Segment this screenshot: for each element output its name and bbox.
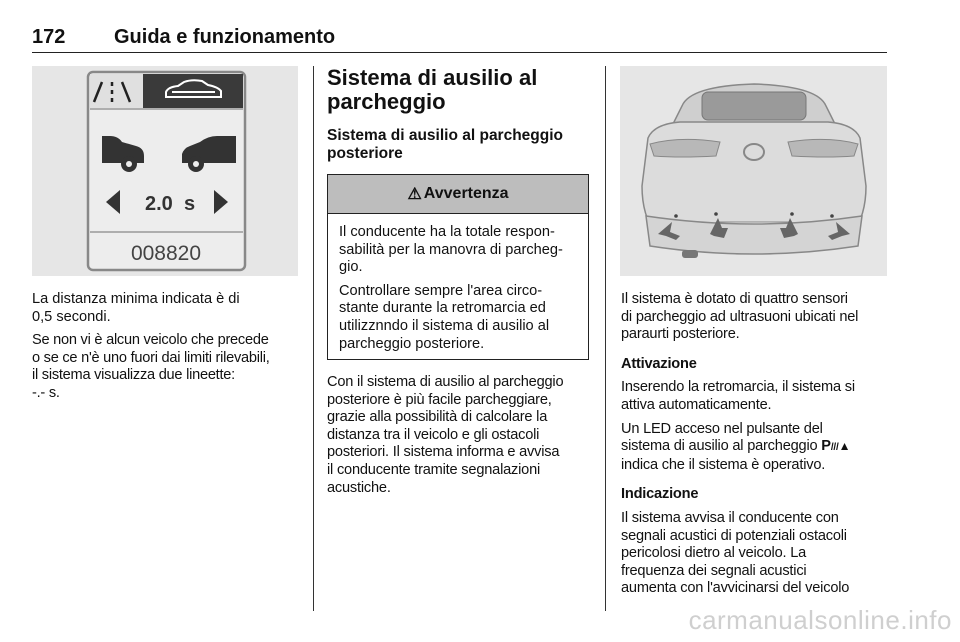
park-assist-symbol-icon: P///▲ [821, 438, 851, 455]
no-vehicle-paragraph: Se non vi è alcun veicolo che precede o se ce n'è uno fuori dai limiti rilevabili, il sistema visualizza due lineette: -.- s. [32, 332, 270, 401]
warning-triangle-icon: ⚠ [407, 186, 422, 203]
car-rear-graphic [620, 66, 887, 276]
display-graphic [32, 66, 298, 276]
page-number: 172 [32, 26, 66, 48]
warning-heading: ⚠ Avvertenza [328, 175, 588, 214]
min-distance-paragraph: La distanza minima indicata è di 0,5 secondi. [32, 291, 240, 325]
page-header [32, 22, 887, 53]
section-subtitle: Sistema di ausilio al parcheggio posteriore [327, 127, 564, 162]
watermark: carmanualsonline.info [688, 605, 952, 635]
column-divider-left [313, 66, 314, 611]
column-divider-right [605, 66, 606, 611]
warning-body: Il conducente ha la totale respon- sabilità per la manovra di parcheg- gio. Controllare sempre l'area circo- stante durante la retromarcia ed utilizznndo il sistema di ausilio al parcheggio posteriore. [339, 224, 563, 352]
time-gap-unit: s [184, 193, 196, 215]
headway-display-illustration [32, 66, 298, 276]
odometer-readout: 008820 [130, 242, 202, 265]
warning-box [327, 174, 589, 360]
chapter-title: Guida e funzionamento [114, 26, 336, 48]
section-title: Sistema di ausilio al parcheggio [327, 65, 538, 114]
activation-heading: Attivazione [621, 355, 697, 372]
time-gap-value: 2.0 [145, 193, 173, 215]
right-column-text: Il sistema è dotato di quattro sensori di parcheggio ad ultrasuoni ubicati nel paraurti posteriore. Attivazione Inserendo la retromarcia, il sistema si attiva automaticamente. Un LED acceso nel pulsante del sistema di ausilio al parcheggio P///▲ indica che il sistema è operativo. Indicazione Il sistema avvisa il conducente con segnali acustici di potenziali ostacoli pericolosi dietro al veicolo. La frequenza dei segnali acustici aumenta con l'avvicinarsi del veicolo [621, 291, 889, 604]
middle-body-text: Con il sistema di ausilio al parcheggio posteriore è più facile parcheggiare, grazie alla possibilità di calcolare la distanza tra il veicolo e gli ostacoli posteriori. Il sistema informa e avvisa il conducente tramite segnalazioni acustiche. [327, 374, 564, 496]
left-column-text [32, 291, 307, 409]
rear-sensors-illustration [620, 66, 887, 276]
indication-heading: Indicazione [621, 486, 699, 503]
